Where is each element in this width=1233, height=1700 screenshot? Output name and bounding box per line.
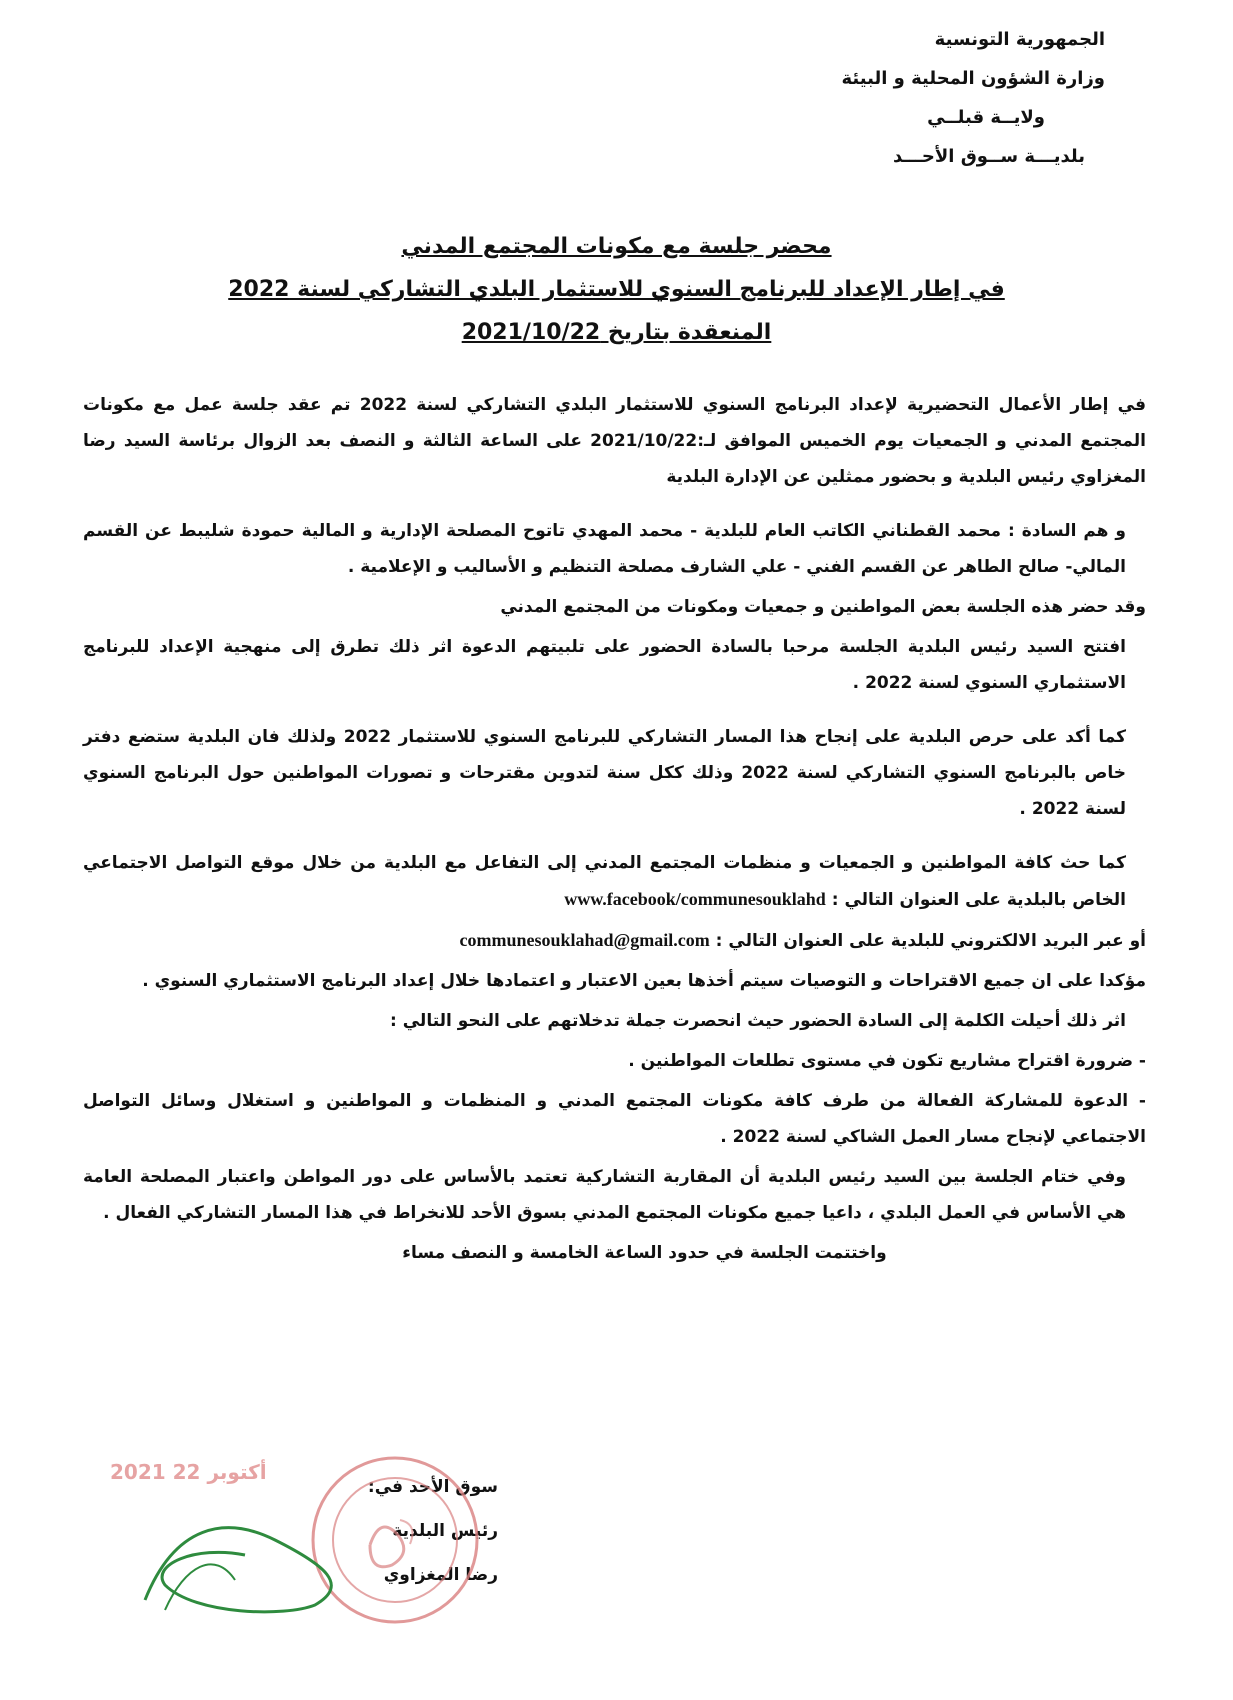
- paragraph-interventions: اثر ذلك أحيلت الكلمة إلى السادة الحضور حيث انحصرت جملة تدخلاتهم على النحو التالي :: [390, 1011, 1126, 1031]
- email-text: أو عبر البريد الالكتروني للبلدية على العنوان التالي :: [715, 931, 1146, 951]
- paragraph-social-media: [83, 845, 1146, 918]
- header-country: الجمهورية التونسية: [934, 29, 1105, 50]
- paragraph-opening: افتتح السيد رئيس البلدية الجلسة مرحبا بالسادة الحضور على تلبيتهم الدعوة اثر ذلك تطرق إلى منهجية الإعداد للبرنامج الاستثماري السنوي لسنة 2022 .: [83, 637, 1126, 693]
- signature-role: رئيس البلدية: [392, 1521, 498, 1541]
- handwritten-signature-icon: [135, 1505, 365, 1620]
- date-stamp: 2021 أكتوبر 22: [110, 1460, 267, 1484]
- paragraph-civil-society: وقد حضر هذه الجلسة بعض المواطنين و جمعيات ومكونات من المجتمع المدني: [500, 597, 1146, 617]
- paragraph-intro: في إطار الأعمال التحضيرية لإعداد البرنامج السنوي للاستثمار البلدي التشاركي لسنة 2022 تم عقد جلسة عمل مع مكونات المجتمع المدني و الجمعيات يوم الخميس الموافق لـ:2021/10/22 على الساعة الثالثة و النصف بعد الزوال برئاسة السيد رضا المغزاوي رئيس البلدية و بحضور ممثلين عن الإدارة البلدية: [83, 395, 1146, 487]
- document-title-block: [0, 225, 1233, 354]
- header-municipality: بلديـــة ســوق الأحـــد: [893, 146, 1085, 167]
- signature-place: سوق الأحد في:: [367, 1477, 498, 1497]
- minutes-body: [83, 387, 1146, 1289]
- header-governorate: ولايــة قبلــي: [927, 107, 1045, 128]
- letterhead: [841, 20, 1105, 176]
- social-media-text: كما حث كافة المواطنين و الجمعيات و منظمات المجتمع المدني إلى التفاعل مع البلدية من خلال موقع التواصل الاجتماعي الخاص بالبلدية على العنوان التالي :: [83, 853, 1126, 910]
- header-ministry: وزارة الشؤون المحلية و البيئة: [841, 68, 1105, 89]
- document-date-title: المنعقدة بتاريخ 2021/10/22: [461, 320, 772, 345]
- bullet-participation: - الدعوة للمشاركة الفعالة من طرف كافة مكونات المجتمع المدني و المنظمات و المواطنين و استغلال وسائل التواصل الاجتماعي لإنجاح مسار العمل الشاكي لسنة 2022 .: [83, 1091, 1146, 1147]
- document-title: محضر جلسة مع مكونات المجتمع المدني: [401, 234, 832, 259]
- signature-name: رضا المغزاوي: [383, 1565, 498, 1585]
- paragraph-recommendations: مؤكدا على ان جميع الاقتراحات و التوصيات سيتم أخذها بعين الاعتبار و اعتمادها خلال إعداد البرنامج الاستثماري السنوي .: [142, 971, 1146, 991]
- paragraph-closing: وفي ختام الجلسة بين السيد رئيس البلدية أن المقاربة التشاركية تعتمد بالأساس على دور المواطن واعتبار المصلحة العامة هي الأساس في العمل البلدي ، داعيا جميع مكونات المجتمع المدني بسوق الأحد للانخراط في هذا المسار التشاركي الفعال .: [83, 1167, 1126, 1223]
- paragraph-email: [83, 922, 1146, 959]
- document-subtitle: في إطار الإعداد للبرنامج السنوي للاستثمار البلدي التشاركي لسنة 2022: [228, 277, 1005, 302]
- email-link[interactable]: communesouklahad@gmail.com: [459, 930, 710, 950]
- bullet-proposals: - ضرورة اقتراح مشاريع تكون في مستوى تطلعات المواطنين .: [628, 1051, 1146, 1071]
- facebook-link[interactable]: www.facebook/communesouklahd: [564, 889, 826, 909]
- paragraph-end-time: واختتمت الجلسة في حدود الساعة الخامسة و النصف مساء: [402, 1243, 887, 1263]
- paragraph-emphasis: كما أكد على حرص البلدية على إنجاح هذا المسار التشاركي للبرنامج السنوي للاستثمار 2022 ولذلك فان البلدية ستضع دفتر خاص بالبرنامج السنوي التشاركي لسنة 2022 وذلك ككل سنة لتدوين مقترحات و تصورات المواطنين حول البرنامج السنوي لسنة 2022 .: [83, 727, 1126, 819]
- paragraph-attendees: و هم السادة : محمد القطناني الكاتب العام للبلدية - محمد المهدي تاتوح المصلحة الإدارية و المالية حمودة شليبط عن القسم المالي- صالح الطاهر عن القسم الفني - علي الشارف مصلحة التنظيم و الأساليب و الإعلامية .: [83, 521, 1126, 577]
